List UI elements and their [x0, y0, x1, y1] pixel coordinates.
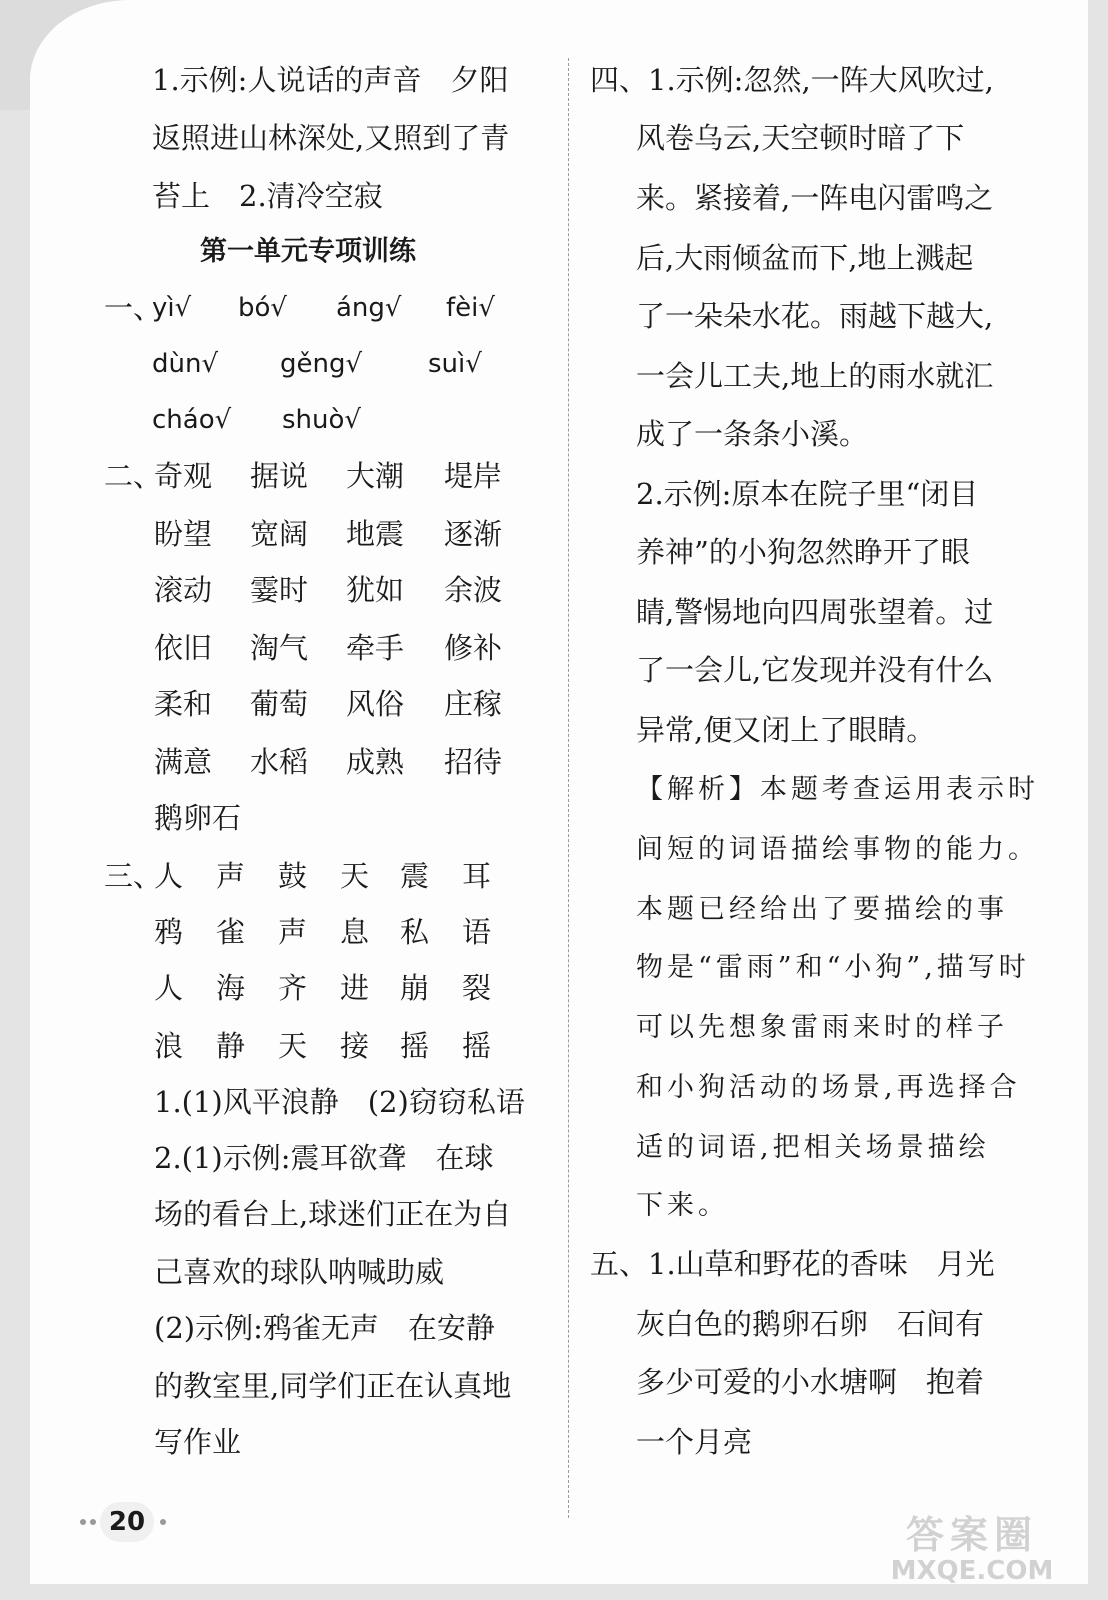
- word-item: 滚动: [154, 573, 213, 607]
- answer-line: 异常,便又闭上了眼睛。: [636, 713, 936, 747]
- answer-line: 睛,警惕地向四周张望着。过: [636, 595, 994, 629]
- pinyin-item: bó√: [238, 293, 287, 323]
- char-item: 语: [462, 915, 492, 949]
- char-item: 人: [154, 971, 184, 1005]
- char-item: 声: [216, 859, 246, 893]
- answer-line: 2.示例:原本在院子里“闭目: [636, 477, 979, 511]
- word-item: 大潮: [346, 459, 405, 493]
- section-marker: 一、: [104, 291, 163, 325]
- answer-line: 了一朵朵水花。雨越下越大,: [636, 299, 994, 333]
- char-item: 雀: [216, 915, 246, 949]
- analysis-line: 物是“雷雨”和“小狗”,描写时: [636, 952, 1030, 983]
- pinyin-item: áng√: [336, 293, 402, 323]
- char-item: 齐: [278, 971, 308, 1005]
- word-item: 满意: [154, 745, 213, 779]
- analysis-line: 和小狗活动的场景,再选择合: [636, 1072, 1021, 1103]
- pinyin-item: shuò√: [282, 405, 361, 435]
- footer-dot: [160, 1519, 166, 1525]
- char-item: 天: [278, 1029, 308, 1063]
- answer-line: 返照进山林深处,又照到了青: [152, 121, 510, 155]
- word-item: 犹如: [346, 573, 405, 607]
- analysis-line: 间短的词语描绘事物的能力。: [636, 834, 1039, 865]
- answer-line: 一个月亮: [636, 1425, 753, 1459]
- word-item: 柔和: [154, 687, 213, 721]
- word-item: 修补: [444, 631, 503, 665]
- word-item: 逐渐: [444, 517, 503, 551]
- answer-line: 灰白色的鹅卵石卵 石间有: [636, 1307, 985, 1341]
- char-item: 海: [216, 971, 246, 1005]
- section-marker: 三、: [104, 859, 163, 893]
- word-item: 淘气: [250, 631, 309, 665]
- char-item: 崩: [400, 971, 430, 1005]
- char-item: 摇: [400, 1029, 430, 1063]
- answer-line: 养神”的小狗忽然睁开了眼: [636, 535, 970, 569]
- word-item: 依旧: [154, 631, 213, 665]
- word-item: 堤岸: [444, 459, 503, 493]
- word-item: 盼望: [154, 517, 213, 551]
- char-item: 天: [340, 859, 370, 893]
- word-item: 风俗: [346, 687, 405, 721]
- word-item: 地震: [346, 517, 405, 551]
- analysis-line: 可以先想象雷雨来时的样子: [636, 1012, 1008, 1043]
- answer-line: 风卷乌云,天空顿时暗了下: [636, 121, 965, 155]
- char-item: 人: [154, 859, 184, 893]
- char-item: 浪: [154, 1029, 184, 1063]
- word-item: 余波: [444, 573, 503, 607]
- char-item: 摇: [462, 1029, 492, 1063]
- word-item: 水稻: [250, 745, 309, 779]
- watermark-url: MXQE.COM: [890, 1556, 1054, 1586]
- pinyin-item: cháo√: [152, 405, 232, 435]
- answer-line: 的教室里,同学们正在认真地: [154, 1369, 512, 1403]
- column-divider: [568, 58, 569, 1518]
- answer-line: 己喜欢的球队呐喊助威: [154, 1255, 445, 1289]
- word-item: 据说: [250, 459, 309, 493]
- answer-line: 来。紧接着,一阵电闪雷鸣之: [636, 181, 994, 215]
- pinyin-item: fèi√: [446, 293, 495, 323]
- answer-line: 后,大雨倾盆而下,地上溅起: [636, 241, 974, 275]
- pinyin-item: dùn√: [152, 349, 219, 379]
- answer-line: 写作业: [154, 1425, 242, 1459]
- word-item: 招待: [444, 745, 503, 779]
- answer-line: 多少可爱的小水塘啊 抱着: [636, 1365, 985, 1399]
- section-marker: 二、: [104, 459, 163, 493]
- answer-line: 了一会儿,它发现并没有什么: [636, 653, 994, 687]
- word-item: 葡萄: [250, 687, 309, 721]
- answer-line: (2)示例:鸦雀无声 在安静: [154, 1311, 495, 1345]
- answer-line: 成了一条条小溪。: [636, 417, 869, 451]
- analysis-line: 【解析】本题考查运用表示时: [636, 774, 1039, 805]
- char-item: 私: [400, 915, 430, 949]
- char-item: 静: [216, 1029, 246, 1063]
- char-item: 鸦: [154, 915, 184, 949]
- answer-line: 场的看台上,球迷们正在为自: [154, 1197, 512, 1231]
- answer-line: 1.(1)风平浪静 (2)窃窃私语: [154, 1085, 525, 1119]
- answer-line: 四、1.示例:忽然,一阵大风吹过,: [590, 63, 994, 97]
- watermark-text: 答案圈: [905, 1513, 1038, 1557]
- word-item: 庄稼: [444, 687, 503, 721]
- char-item: 耳: [462, 859, 492, 893]
- analysis-line: 适的词语,把相关场景描绘: [636, 1132, 990, 1163]
- char-item: 接: [340, 1029, 370, 1063]
- word-item: 成熟: [346, 745, 405, 779]
- char-item: 鼓: [278, 859, 308, 893]
- pinyin-item: gěng√: [280, 349, 363, 379]
- word-item: 牵手: [346, 631, 405, 665]
- word-item: 宽阔: [250, 517, 309, 551]
- watermark-logo: [862, 1504, 1082, 1594]
- section-title: 第一单元专项训练: [200, 236, 416, 267]
- word-item: 鹅卵石: [154, 801, 242, 835]
- char-item: 震: [400, 859, 430, 893]
- page-number: 20: [100, 1502, 154, 1542]
- answer-line: 1.示例:人说话的声音 夕阳: [152, 63, 509, 97]
- word-item: 霎时: [250, 573, 309, 607]
- answer-line: 苔上 2.清冷空寂: [152, 179, 383, 213]
- word-item: 奇观: [154, 459, 213, 493]
- answer-line: 一会儿工夫,地上的雨水就汇: [636, 359, 994, 393]
- answer-line: 五、1.山草和野花的香味 月光: [590, 1247, 995, 1281]
- char-item: 息: [340, 915, 370, 949]
- answer-line: 2.(1)示例:震耳欲聋 在球: [154, 1141, 494, 1175]
- footer-dot: [90, 1519, 96, 1525]
- pinyin-item: yì√: [152, 293, 192, 323]
- char-item: 声: [278, 915, 308, 949]
- char-item: 裂: [462, 971, 492, 1005]
- footer-dot: [80, 1519, 86, 1525]
- pinyin-item: suì√: [428, 349, 482, 379]
- analysis-line: 下来。: [636, 1190, 729, 1221]
- analysis-line: 本题已经给出了要描绘的事: [636, 894, 1008, 925]
- char-item: 进: [340, 971, 370, 1005]
